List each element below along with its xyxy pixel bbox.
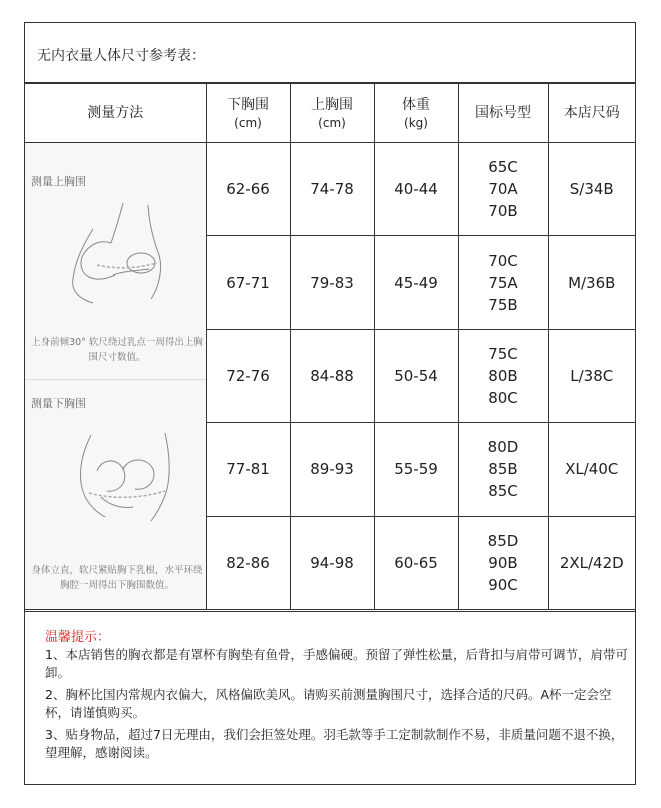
- page-title: 无内衣量人体尺寸参考表：: [37, 48, 205, 64]
- bust-cell: 79-83: [290, 236, 374, 329]
- underbust-cell: 62-66: [206, 143, 290, 236]
- size-chart-frame: [24, 22, 636, 785]
- notes-section: [25, 611, 635, 784]
- bust-cell: 89-93: [290, 423, 374, 516]
- title-row: [25, 23, 635, 83]
- weight-cell: 40-44: [374, 143, 458, 236]
- notes-heading: 温馨提示：: [45, 630, 111, 645]
- upper-bust-figure-illustration: [53, 199, 173, 309]
- store-size-cell: S/34B: [548, 143, 635, 236]
- weight-cell: 50-54: [374, 329, 458, 422]
- intl-size-cell: 80D 85B 85C: [458, 423, 548, 516]
- table-header-row: [25, 84, 635, 143]
- weight-cell: 55-59: [374, 423, 458, 516]
- lower-bust-description: 身体立直，软尺紧贴胸下乳根，水平环绕胸腔一周得出下胸围数值。: [31, 565, 203, 591]
- upper-bust-description: 上身前倾30° 软尺绕过乳点一周得出上胸围尺寸数值。: [31, 337, 203, 363]
- header-bust: 上胸围 (cm): [290, 84, 374, 143]
- unit-underbust: (cm): [234, 116, 262, 130]
- note-item: 3、贴身物品，超过7日无理由，我们会拒签处理。羽毛款等手工定制款制作不易，非质量问题不退不换，望理解，感谢阅读。: [45, 727, 624, 760]
- note-item: 1、本店销售的胸衣都是有罩杯有胸垫有鱼骨，手感偏硬。预留了弹性松量，后背扣与肩带可调节，肩带可卸。: [45, 647, 628, 680]
- underbust-cell: 72-76: [206, 329, 290, 422]
- header-method: 测量方法: [25, 84, 206, 143]
- weight-cell: 45-49: [374, 236, 458, 329]
- store-size-cell: XL/40C: [548, 423, 635, 516]
- underbust-cell: 82-86: [206, 516, 290, 609]
- header-underbust: 下胸围 (cm): [206, 84, 290, 143]
- lower-bust-title: 测量下胸围: [31, 397, 86, 410]
- underbust-cell: 77-81: [206, 423, 290, 516]
- size-table-wrapper: [25, 83, 635, 610]
- measurement-illustration-panel: [25, 143, 206, 609]
- bust-cell: 84-88: [290, 329, 374, 422]
- intl-size-cell: 75C 80B 80C: [458, 329, 548, 422]
- method-divider: [25, 379, 206, 380]
- intl-size-cell: 85D 90B 90C: [458, 516, 548, 609]
- size-table: [25, 83, 635, 610]
- upper-bust-title: 测量上胸围: [31, 175, 86, 188]
- bust-cell: 74-78: [290, 143, 374, 236]
- intl-size-cell: 65C 70A 70B: [458, 143, 548, 236]
- measurement-method-cell: [25, 143, 206, 610]
- unit-bust: (cm): [318, 116, 346, 130]
- store-size-cell: 2XL/42D: [548, 516, 635, 609]
- header-intl-size: 国标号型: [458, 84, 548, 143]
- store-size-cell: L/38C: [548, 329, 635, 422]
- store-size-cell: M/36B: [548, 236, 635, 329]
- note-item: 2、胸杯比国内常规内衣偏大，风格偏欧美风。请购买前测量胸围尺寸，选择合适的尺码。A杯一定会空杯，请谨慎购买。: [45, 687, 612, 720]
- bust-cell: 94-98: [290, 516, 374, 609]
- table-row: [25, 143, 635, 236]
- lower-bust-figure-illustration: [61, 427, 181, 527]
- underbust-cell: 67-71: [206, 236, 290, 329]
- weight-cell: 60-65: [374, 516, 458, 609]
- intl-size-cell: 70C 75A 75B: [458, 236, 548, 329]
- header-weight: 体重 (kg): [374, 84, 458, 143]
- header-store-size: 本店尺码: [548, 84, 635, 143]
- unit-weight: (kg): [404, 116, 428, 130]
